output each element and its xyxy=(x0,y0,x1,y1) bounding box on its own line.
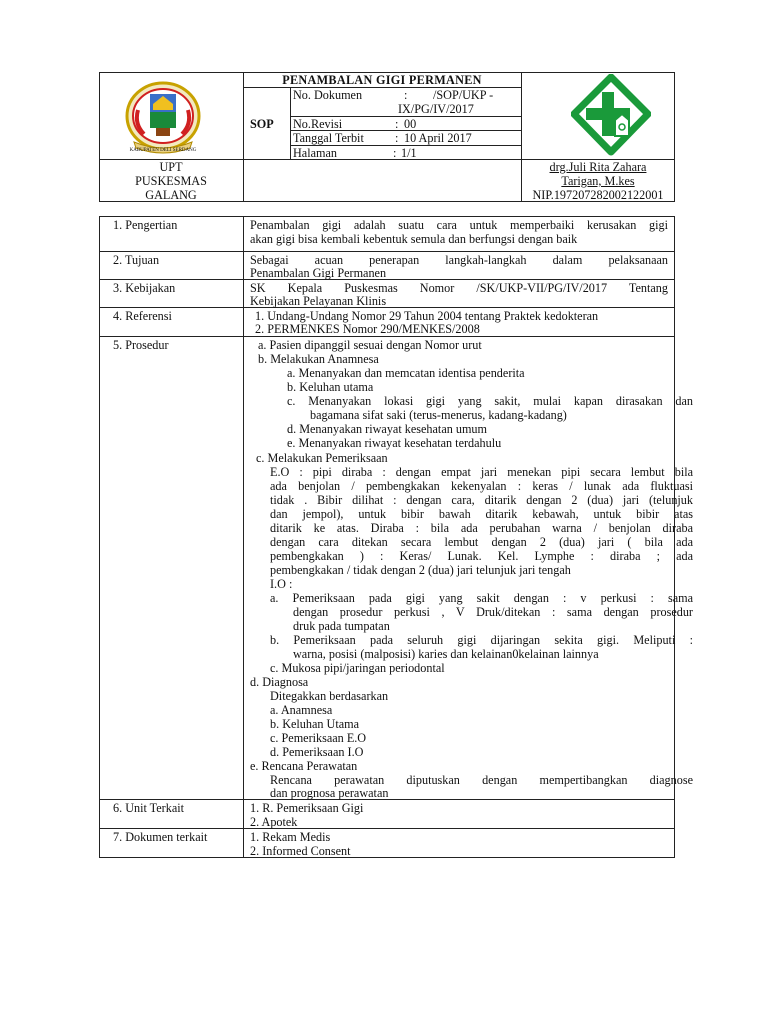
document-title: PENAMBALAN GIGI PERMANEN xyxy=(282,73,482,87)
pengertian-text: Penambalan gigi adalah suatu cara untuk memperbaiki kerusakan gigi xyxy=(250,218,668,232)
revision-sep: : xyxy=(395,117,399,131)
page-label: Halaman xyxy=(293,146,337,160)
doc-number-label: No. Dokumen xyxy=(293,88,363,102)
regency-emblem-icon xyxy=(120,80,206,156)
io-item: warna, posisi (malposisi) karies dan kelainan0kelainan lainnya xyxy=(293,647,599,661)
diagnosa-intro: Ditegakkan berdasarkan xyxy=(270,689,389,703)
eo-text: E.O : pipi diraba : dengan empat jari menekan pipi secara lembut bila xyxy=(270,465,693,479)
signatory-nip: NIP.197207282002122001 xyxy=(532,188,664,202)
doc-number-value: /SOP/UKP - xyxy=(433,88,494,102)
table-divider xyxy=(99,336,675,337)
eo-text: tidak . Bibir dilihat : dengan cara, ditarik dengan 2 (dua) jari (telunjuk xyxy=(270,493,693,507)
table-divider xyxy=(99,828,675,829)
unit-terkait-item: 1. R. Pemeriksaan Gigi xyxy=(250,801,364,815)
revision-label: No.Revisi xyxy=(293,117,343,131)
prosedur-step-d: d. Diagnosa xyxy=(250,675,309,689)
io-item: dengan prosedur perkusi , V Druk/ditekan : sama dengan prosedur xyxy=(293,605,693,619)
issue-date-sep: : xyxy=(395,131,399,145)
puskesmas-logo-icon xyxy=(571,74,651,156)
eo-text: pembengkakan / tidak dengan 2 (dua) jari telunjuk jari tengah xyxy=(270,563,571,577)
table-divider xyxy=(99,251,675,252)
prosedur-step-a: a. Pasien dipanggil sesuai dengan Nomor urut xyxy=(258,338,482,352)
org-line: GALANG xyxy=(145,188,197,202)
eo-text: dan jempol), untuk bibir bawah ditarik kebawah, untuk bibir atas xyxy=(270,507,693,521)
doc-number-sep: : xyxy=(404,88,408,102)
table-divider xyxy=(99,279,675,280)
page-value: 1/1 xyxy=(401,146,417,160)
anamnesa-item: b. Keluhan utama xyxy=(287,380,374,394)
referensi-item: 2. PERMENKES Nomor 290/MENKES/2008 xyxy=(255,322,480,336)
issue-date-label: Tanggal Terbit xyxy=(293,131,364,145)
anamnesa-item: d. Menanyakan riwayat kesehatan umum xyxy=(287,422,488,436)
revision-value: 00 xyxy=(404,117,417,131)
header-divider xyxy=(243,72,244,202)
io-item: druk pada tumpatan xyxy=(293,619,390,633)
org-line: UPT xyxy=(159,160,183,174)
doc-number-value-cont: IX/PG/IV/2017 xyxy=(398,102,474,116)
anamnesa-item: c. Menanyakan lokasi gigi yang sakit, mulai kapan dirasakan dan xyxy=(287,394,693,408)
prosedur-step-b: b. Melakukan Anamnesa xyxy=(258,352,379,366)
eo-text: ditarik ke atas. Diraba : bila ada perubahan warna / benjolan diraba xyxy=(270,521,693,535)
page-sep: : xyxy=(393,146,397,160)
unit-terkait-item: 2. Apotek xyxy=(250,815,298,829)
kebijakan-text: Kebijakan Pelayanan Klinis xyxy=(250,294,387,308)
section-label-referensi: 4. Referensi xyxy=(113,309,172,323)
dokumen-terkait-item: 2. Informed Consent xyxy=(250,844,351,858)
sop-label: SOP xyxy=(250,117,274,131)
rencana-text: Rencana perawatan diputuskan dengan mempertibangkan diagnose xyxy=(270,773,693,787)
signatory-name: drg.Juli Rita Zahara xyxy=(549,160,647,174)
rencana-text: dan prognosa perawatan xyxy=(270,786,389,800)
tujuan-text: Penambalan Gigi Permanen xyxy=(250,266,387,280)
eo-text: dengan cara ditekan secara lembut dengan 2 (dua) jari ( bila ada xyxy=(270,535,693,549)
pengertian-text: akan gigi bisa kembali kebentuk semula dan berfungsi dengan baik xyxy=(250,232,578,246)
eo-text: ada benjolan / pembengkakan kekenyalan : keras / lunak ada fluktuasi xyxy=(270,479,693,493)
io-item: c. Mukosa pipi/jaringan periodontal xyxy=(270,661,445,675)
anamnesa-item: bagamana sifat saki (terus-menerus, kadang-kadang) xyxy=(310,408,567,422)
io-item: b. Pemeriksaan pada seluruh gigi dijaringan sekita gigi. Meliputi : xyxy=(270,633,693,647)
diagnosa-item: c. Pemeriksaan E.O xyxy=(270,731,367,745)
signatory-title: Tarigan, M.kes xyxy=(561,174,635,188)
diagnosa-item: b. Keluhan Utama xyxy=(270,717,360,731)
org-line: PUSKESMAS xyxy=(135,174,207,188)
diagnosa-item: d. Pemeriksaan I.O xyxy=(270,745,364,759)
dokumen-terkait-item: 1. Rekam Medis xyxy=(250,830,331,844)
section-label-tujuan: 2. Tujuan xyxy=(113,253,160,267)
prosedur-step-c: c. Melakukan Pemeriksaan xyxy=(256,451,388,465)
header-divider xyxy=(290,87,291,159)
section-label-kebijakan: 3. Kebijakan xyxy=(113,281,176,295)
section-label-dokumen-terkait: 7. Dokumen terkait xyxy=(113,830,208,844)
referensi-item: 1. Undang-Undang Nomor 29 Tahun 2004 tentang Praktek kedokteran xyxy=(255,309,599,323)
anamnesa-item: a. Menanyakan dan memcatan identisa penderita xyxy=(287,366,525,380)
kebijakan-text: SK Kepala Puskesmas Nomor /SK/UKP-VII/PG/IV/2017 Tentang xyxy=(250,281,668,295)
issue-date-value: 10 April 2017 xyxy=(404,131,472,145)
section-label-prosedur: 5. Prosedur xyxy=(113,338,169,352)
io-label: I.O : xyxy=(270,577,293,591)
prosedur-step-e: e. Rencana Perawatan xyxy=(250,759,358,773)
section-label-unit-terkait: 6. Unit Terkait xyxy=(113,801,185,815)
eo-text: pembengkakan ) : Keras/ Lunak. Kel. Lymphe : diraba ; ada xyxy=(270,549,693,563)
diagnosa-item: a. Anamnesa xyxy=(270,703,333,717)
table-divider xyxy=(243,216,244,858)
emblem-motto: KABUPATEN DELI SERDANG xyxy=(129,148,197,153)
section-label-pengertian: 1. Pengertian xyxy=(113,218,178,232)
tujuan-text: Sebagai acuan penerapan langkah-langkah dalam pelaksanaan xyxy=(250,253,668,267)
io-item: a. Pemeriksaan pada gigi yang sakit dengan : v perkusi : sama xyxy=(270,591,693,605)
anamnesa-item: e. Menanyakan riwayat kesehatan terdahulu xyxy=(287,436,502,450)
table-divider xyxy=(99,307,675,308)
